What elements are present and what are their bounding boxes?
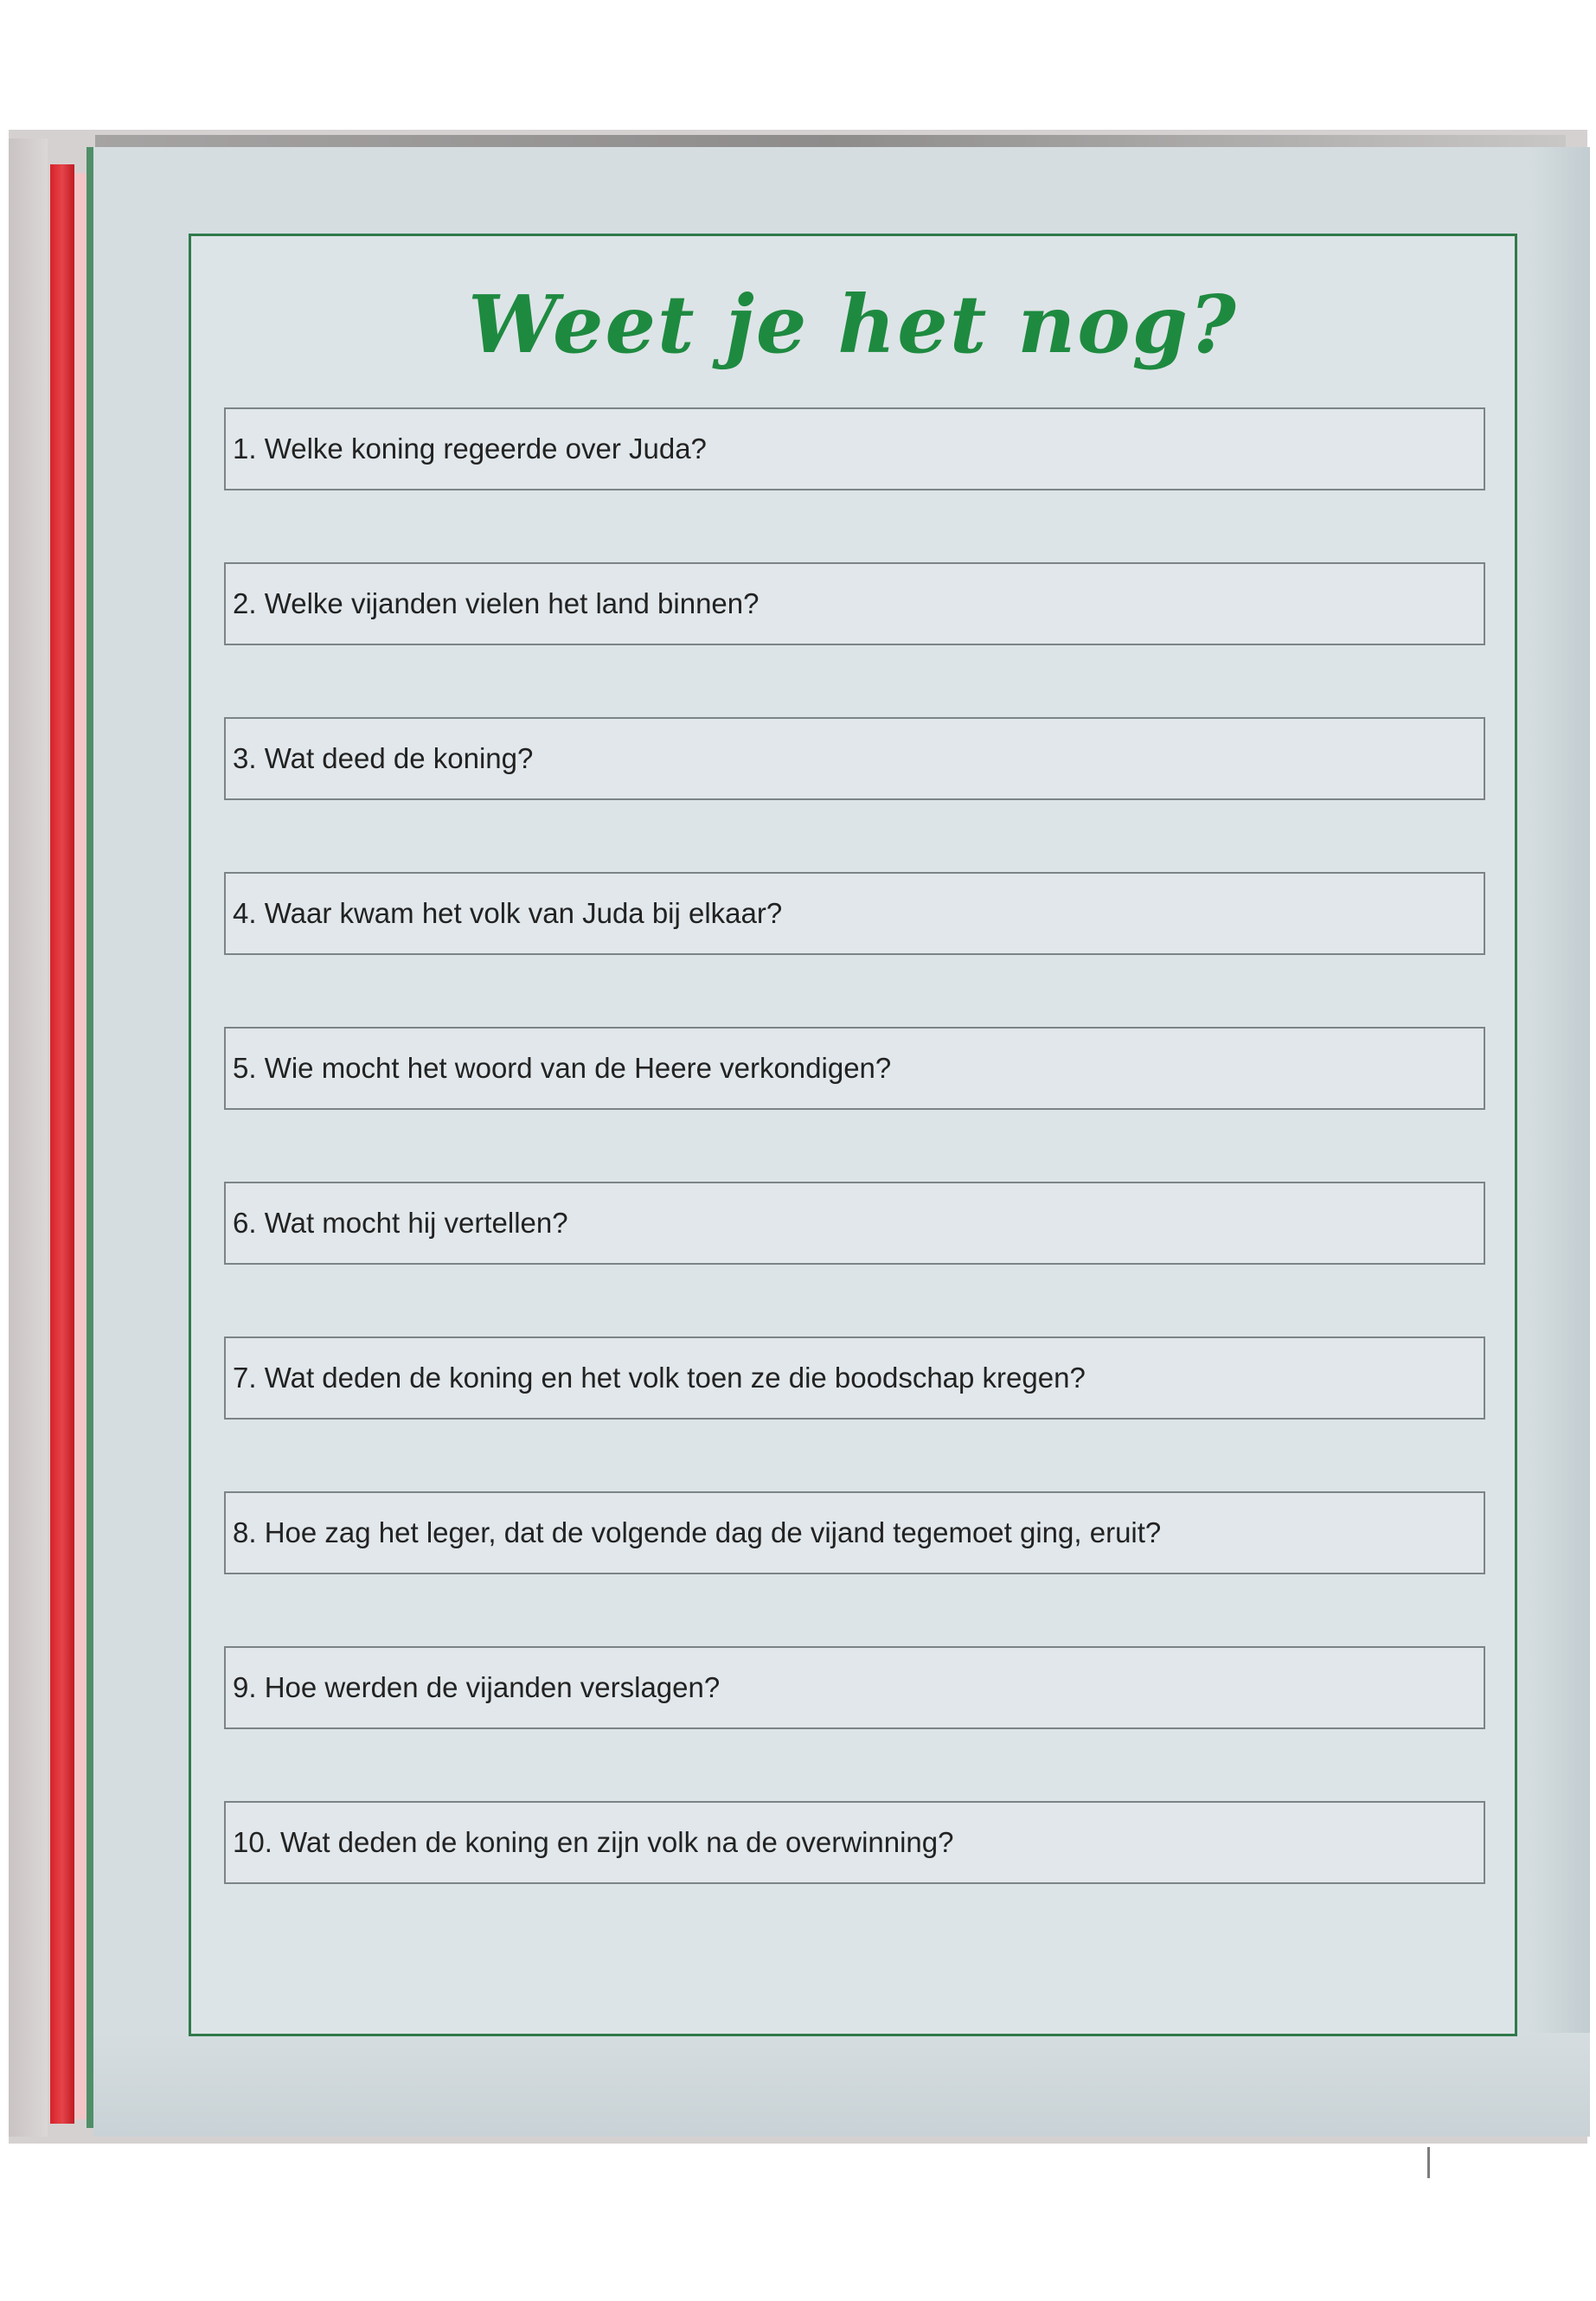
question-box-1[interactable] [224,407,1485,490]
page-shadow-bottom [93,2033,1590,2137]
question-text: 5. Wie mocht het woord van de Heere verkondigen? [233,1052,892,1084]
worksheet-frame [189,234,1517,2036]
book-page-edge-green [87,147,93,2128]
question-text: 4. Waar kwam het volk van Juda bij elkaar? [233,897,783,929]
question-box-8[interactable] [224,1491,1485,1574]
question-text: 1. Welke koning regeerde over Juda? [233,433,707,465]
question-box-7[interactable] [224,1336,1485,1420]
page-shadow-right [1529,147,1590,2137]
question-text: 9. Hoe werden de vijanden verslagen? [233,1671,721,1703]
question-box-2[interactable] [224,562,1485,645]
question-text: 6. Wat mocht hij vertellen? [233,1207,568,1239]
question-text: 7. Wat deden de koning en het volk toen ze die boodschap kregen? [233,1362,1086,1394]
book-spine [9,138,48,2137]
scan-mark [1427,2147,1430,2178]
question-text: 10. Wat deden de koning en zijn volk na de overwinning? [233,1826,954,1858]
book-top-edge [95,135,1566,147]
question-box-5[interactable] [224,1027,1485,1110]
question-box-3[interactable] [224,717,1485,800]
question-box-4[interactable] [224,872,1485,955]
question-text: 8. Hoe zag het leger, dat de volgende dag de vijand tegemoet ging, eruit? [233,1516,1162,1548]
book-spine-red-edge [50,164,74,2124]
worksheet-title: Weet je het nog? [468,278,1238,371]
question-text: 3. Wat deed de koning? [233,742,534,774]
question-box-9[interactable] [224,1646,1485,1729]
book-page-edges [74,173,87,2119]
question-text: 2. Welke vijanden vielen het land binnen? [233,587,760,619]
question-box-6[interactable] [224,1182,1485,1265]
question-box-10[interactable] [224,1801,1485,1884]
